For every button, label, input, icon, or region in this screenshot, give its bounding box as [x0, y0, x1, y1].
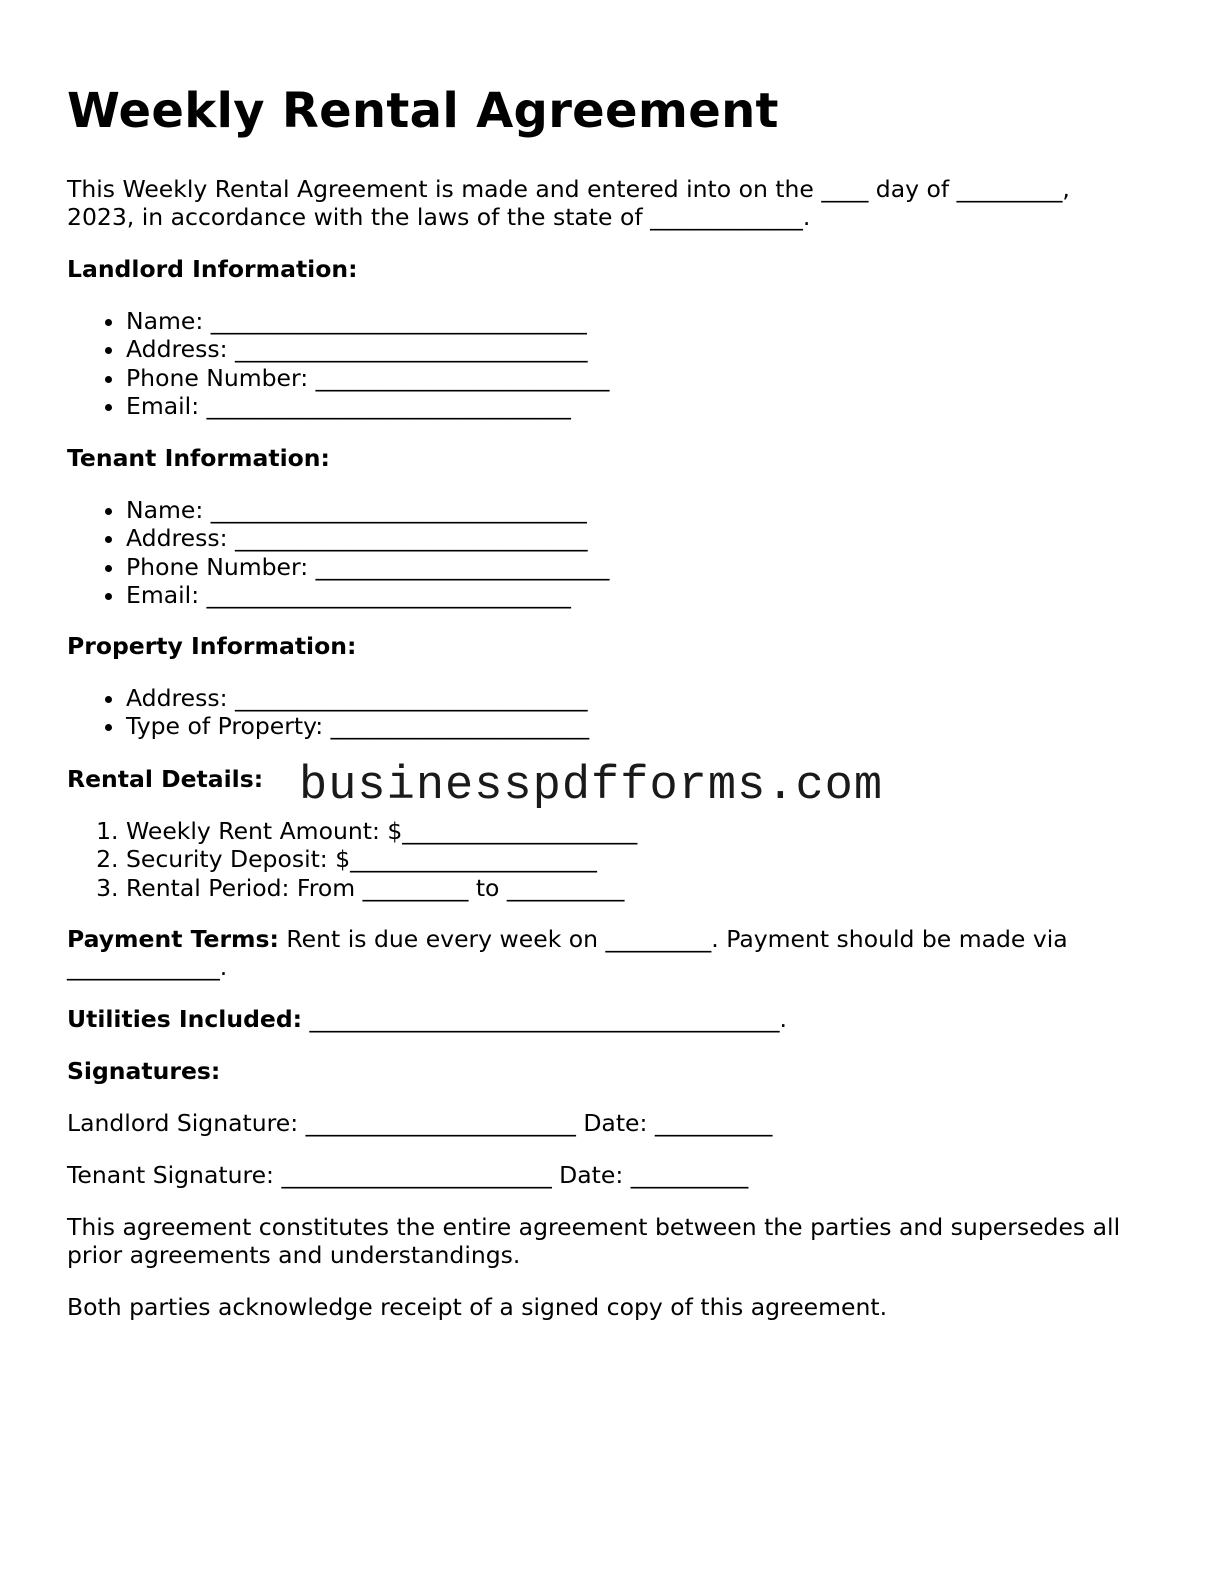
- utilities-line: [67, 1005, 787, 1033]
- tenant-heading: Tenant Information:: [67, 444, 330, 472]
- landlord-name-field: • Name: ________________________________: [126, 307, 609, 335]
- landlord-list: [67, 307, 609, 420]
- property-heading: Property Information:: [67, 632, 357, 660]
- weekly-rent-field: 1. Weekly Rent Amount: $____________________: [126, 817, 637, 845]
- tenant-name-field: • Name: ________________________________: [126, 496, 609, 524]
- watermark: businesspdfforms.com: [299, 760, 884, 813]
- landlord-heading: Landlord Information:: [67, 255, 358, 283]
- document-title: Weekly Rental Agreement: [67, 83, 779, 139]
- tenant-list: [67, 496, 609, 609]
- property-address-field: • Address: ______________________________: [126, 684, 589, 712]
- tenant-address-field: • Address: ______________________________: [126, 524, 609, 552]
- payment-terms-label: Payment Terms:: [67, 925, 279, 953]
- payment-terms-line-2: _____________.: [67, 953, 228, 981]
- tenant-signature-line: Tenant Signature: _______________________ Date: __________: [67, 1161, 749, 1189]
- intro-line-1: This Weekly Rental Agreement is made and entered into on the ____ day of _________,: [67, 175, 1070, 203]
- security-deposit-field: 2. Security Deposit: $_____________________: [126, 845, 637, 873]
- acknowledgement-line: Both parties acknowledge receipt of a signed copy of this agreement.: [67, 1293, 888, 1321]
- signatures-heading: Signatures:: [67, 1057, 221, 1085]
- rental-period-field: 3. Rental Period: From _________ to __________: [126, 874, 637, 902]
- utilities-text: ________________________________________.: [302, 1005, 787, 1033]
- payment-terms-text: Rent is due every week on _________. Payment should be made via: [278, 925, 1068, 953]
- payment-terms-line-1: [67, 925, 1068, 953]
- intro-line-2: 2023, in accordance with the laws of the state of _____________.: [67, 203, 811, 231]
- landlord-address-field: • Address: ______________________________: [126, 335, 609, 363]
- tenant-email-field: • Email: _______________________________: [126, 581, 609, 609]
- tenant-phone-field: • Phone Number: _________________________: [126, 553, 609, 581]
- landlord-email-field: • Email: _______________________________: [126, 392, 609, 420]
- landlord-phone-field: • Phone Number: _________________________: [126, 364, 609, 392]
- landlord-signature-line: Landlord Signature: _______________________ Date: __________: [67, 1109, 773, 1137]
- rental-list: [67, 817, 637, 902]
- closing-line-1: This agreement constitutes the entire agreement between the parties and supersedes all: [67, 1213, 1121, 1241]
- rental-heading: Rental Details:: [67, 765, 264, 793]
- closing-line-2: prior agreements and understandings.: [67, 1241, 521, 1269]
- utilities-label: Utilities Included:: [67, 1005, 303, 1033]
- property-type-field: • Type of Property: ______________________: [126, 712, 589, 740]
- property-list: [67, 684, 589, 741]
